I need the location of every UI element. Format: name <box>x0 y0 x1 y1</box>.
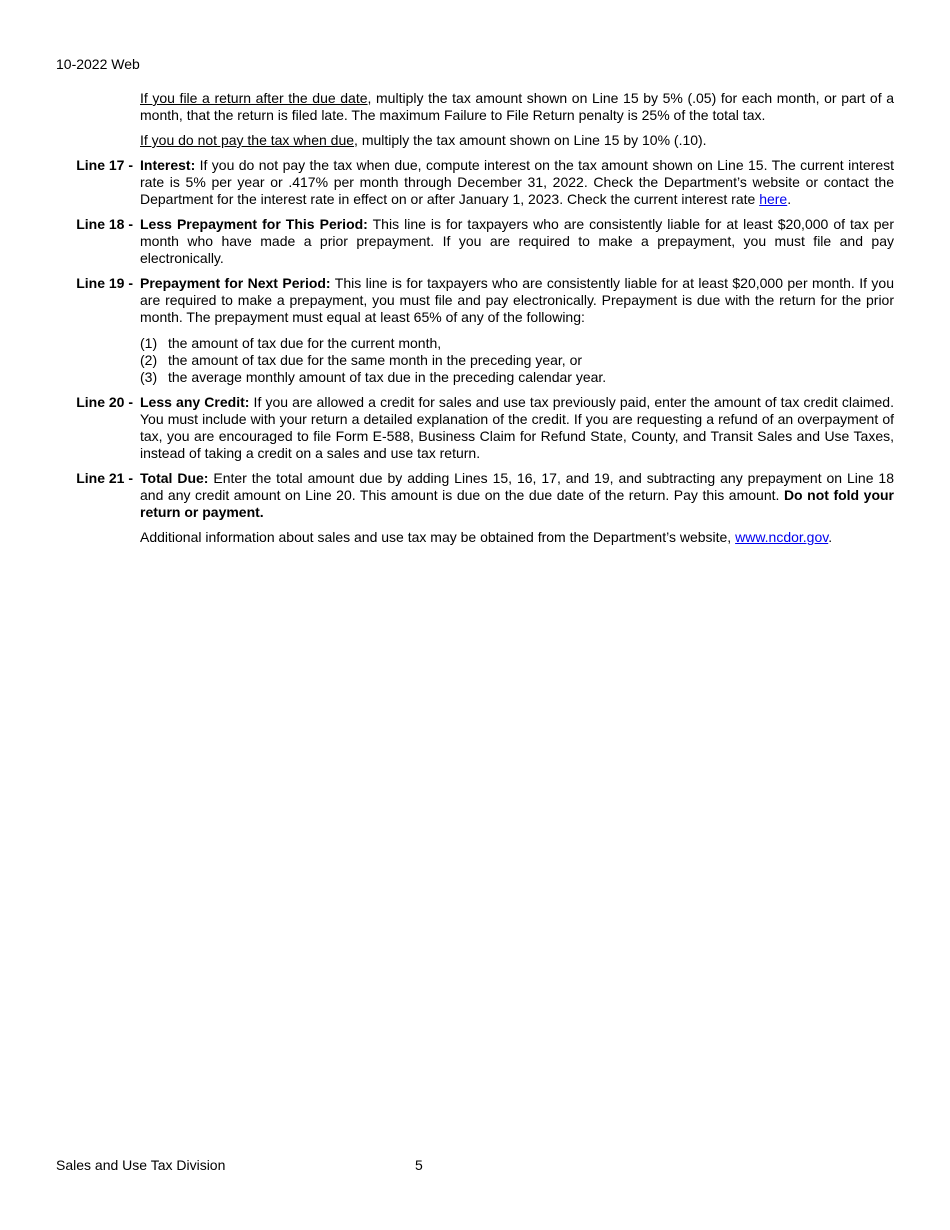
line-21-warning: Do not fold your return or payment. <box>140 487 894 520</box>
late-pay-heading: If you do not pay the tax when due <box>140 132 355 148</box>
late-file-text: , multiply the tax amount shown on Line 15 by 5% (.05) for each month, or part of a month, that the return is filed late. The maximum Failure to File Return penalty is 25% of the total tax. <box>140 90 894 123</box>
page-number: 5 <box>415 1157 423 1173</box>
line-21-title: Total Due: <box>140 470 209 486</box>
prepayment-criteria-list <box>140 335 894 386</box>
list-item: (2) the amount of tax due for the same month in the preceding year, or <box>140 352 583 368</box>
line-19-text: This line is for taxpayers who are consistently liable for at least $20,000 per month. If you are required to make a prepayment, you must file and pay electronically. Prepayment is due with the return for the prior month. The prepayment must equal at least 65% of any of the following: <box>140 275 894 325</box>
additional-info-paragraph: Additional information about sales and use tax may be obtained from the Department’s website, www.ncdor.gov. <box>140 529 833 545</box>
line-20-title: Less any Credit: <box>140 394 250 410</box>
line-17-title: Interest: <box>140 157 196 173</box>
line-21-section <box>56 470 894 521</box>
line-20-section <box>56 394 894 462</box>
line-18-label: Line 18 - <box>76 216 133 232</box>
footer-division: Sales and Use Tax Division <box>56 1157 226 1173</box>
line-20-text: If you are allowed a credit for sales and use tax previously paid, enter the amount of tax credit claimed. You must include with your return a detailed explanation of the credit. If you are requesting a refund of an overpayment of tax, you are encouraged to file Form E-588, Business Claim for Refund State, County, and Transit Sales and Use Taxes, instead of taking a credit on a sales and use tax return. <box>140 394 894 461</box>
late-pay-paragraph <box>140 132 894 149</box>
line-19-label: Line 19 - <box>76 275 133 291</box>
line-17-paragraph: Interest: If you do not pay the tax when due, compute interest on the tax amount shown on Line 15. The current interest rate is 5% per year or .417% per month through December 31, 2022. Check the Department’s website or contact the Department for the interest rate in effect on or after January 1, 2023. Check the current interest rate here. <box>140 157 894 207</box>
late-pay-text: , multiply the tax amount shown on Line 15 by 10% (.10). <box>354 132 707 148</box>
line-19-paragraph <box>140 275 894 326</box>
interest-rate-link[interactable]: here <box>759 191 788 207</box>
line-21-label: Line 21 - <box>76 470 133 486</box>
line-20-label: Line 20 - <box>76 394 133 410</box>
line-21-paragraph <box>140 470 894 521</box>
line-17-text: If you do not pay the tax when due, compute interest on the tax amount shown on Line 15. The current interest rate is 5% per year or .417% per month through December 31, 2022. Check the Department’s website or contact the Department for the interest rate in effect on or after January 1, 2023. Check the current interest rate <box>140 157 894 207</box>
line-17-label: Line 17 - <box>76 157 133 173</box>
line-18-paragraph <box>140 216 894 267</box>
instructions-body <box>56 90 894 554</box>
line-17-section <box>56 157 894 208</box>
line-21-text: Enter the total amount due by adding Lines 15, 16, 17, and 19, and subtracting any prepayment on Line 18 and any credit amount on Line 20. This amount is due on the due date of the return. Pay this amount. <box>140 470 894 503</box>
list-item: (3) the average monthly amount of tax due in the preceding calendar year. <box>140 369 607 385</box>
line-18-section <box>56 216 894 267</box>
late-file-paragraph <box>140 90 894 124</box>
line-18-text: This line is for taxpayers who are consistently liable for at least $20,000 of tax per month who have made a prior prepayment. If you are required to make a prepayment, you must file and pay electronically. <box>140 216 894 266</box>
additional-info-text: Additional information about sales and use tax may be obtained from the Department’s website, <box>140 529 736 545</box>
late-file-heading: If you file a return after the due date <box>140 90 368 106</box>
line-18-title: Less Prepayment for This Period: <box>140 216 368 232</box>
document-version: 10-2022 Web <box>56 56 140 72</box>
line-19-title: Prepayment for Next Period: <box>140 275 331 291</box>
line-19-section <box>56 275 894 386</box>
ncdor-website-link[interactable]: www.ncdor.gov <box>735 529 829 545</box>
list-item: (1) the amount of tax due for the current month, <box>140 335 442 351</box>
line-20-paragraph <box>140 394 894 462</box>
